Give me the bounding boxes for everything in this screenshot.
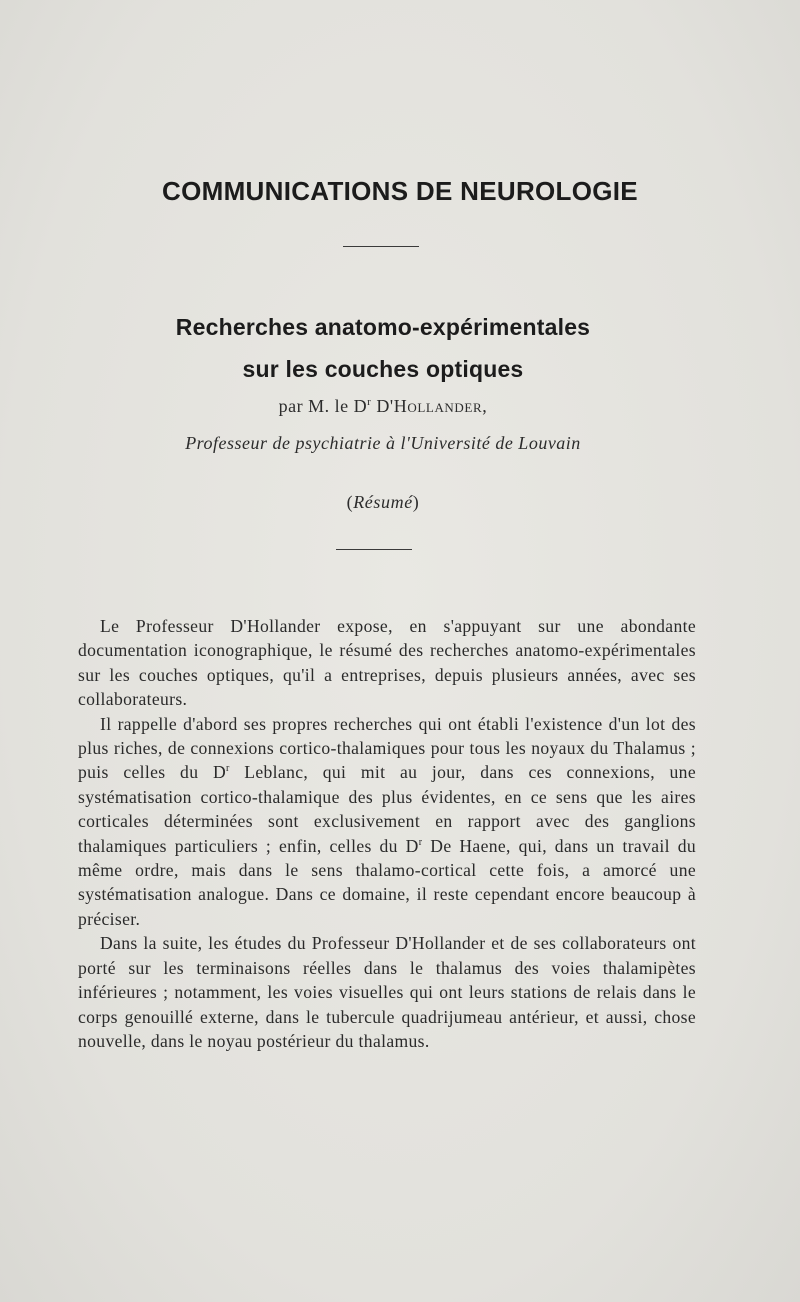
paragraph-1: Le Professeur D'Hollander expose, en s'appuyant sur une abondante documentation iconographique, le résumé des recherches anatomo-expérimentales sur les couches optiques, qu'il a entreprises, depuis plusieurs années, avec ses collaborateurs. (78, 616, 696, 710)
article-title-line-1: Recherches anatomo-expérimentales (175, 314, 591, 340)
paragraph-2-part-c: De Haene, qui, dans un travail du même ordre, mais dans le sens thalamo-cortical cette fois, a amorcé une systématisation analogue. Dans ce domaine, il reste cependant encore beaucoup à préciser. (78, 835, 696, 929)
abstract-divider-rule (336, 549, 412, 550)
byline-prefix: par M. le D (278, 396, 368, 416)
paragraph-2 (78, 712, 696, 932)
doctor-superscript-2: r (418, 836, 423, 848)
section-title: COMMUNICATIONS DE NEUROLOGIE (162, 176, 638, 206)
resume-label (0, 492, 766, 513)
author-affiliation: Professeur de psychiatrie à l'Université de Louvain (185, 433, 581, 453)
doctor-superscript-1: r (226, 763, 230, 775)
resume-close-paren: ) (412, 492, 420, 512)
article-body (78, 614, 696, 1053)
author-byline (0, 396, 766, 417)
article-title-line-2: sur les couches optiques (242, 356, 524, 382)
title-divider-rule (343, 246, 419, 247)
paragraph-2-part-b: Leblanc, qui mit au jour, dans ces connexions, une systématisation cortico-thalamique des plus évidentes, en ce sens que les aires corticales déterminées sont exclusivement en rapport avec des ganglions thalamiques particuliers ; enfin, celles du D (78, 762, 696, 856)
paragraph-2-part-a: Il rappelle d'abord ses propres recherches qui ont établi l'existence d'un lot des plus riches, de connexions cortico-thalamiques pour tous les noyaux du Thalamus ; puis celles du D (78, 713, 696, 783)
byline-title-superscript: r (367, 396, 372, 408)
article-title (0, 306, 766, 390)
paragraph-3: Dans la suite, les études du Professeur D'Hollander et de ses collaborateurs ont porté sur les terminaisons réelles dans le thalamus des voies thalamipètes inférieures ; notamment, les voies visuelles qui ont leurs stations de relais dans le corps genouillé externe, dans le tubercule quadrijumeau antérieur, et aussi, chose nouvelle, dans le noyau postérieur du thalamus. (78, 933, 696, 1051)
resume-open-paren: ( (346, 492, 354, 512)
resume-word: Résumé (353, 492, 413, 512)
author-name: D'Hollander, (376, 396, 488, 416)
